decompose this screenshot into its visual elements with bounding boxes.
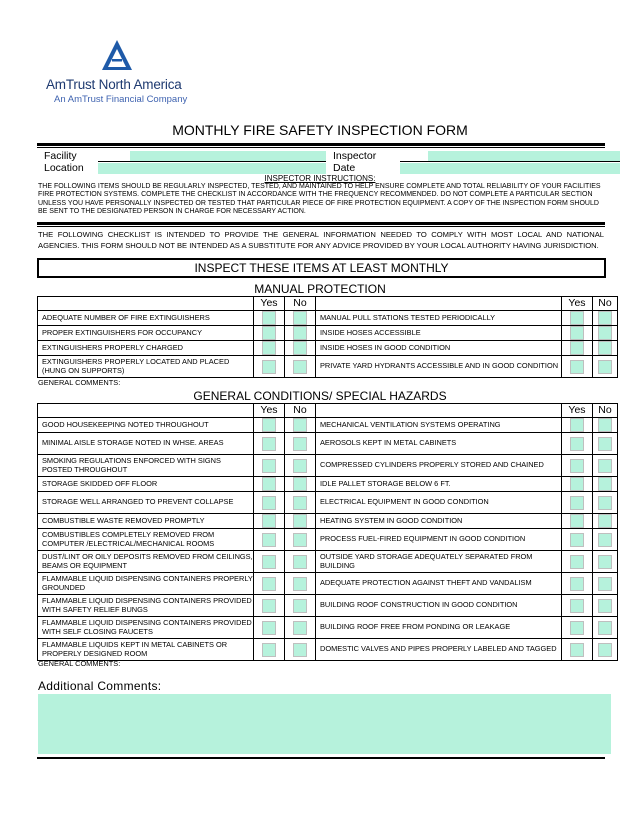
additional-comments-field[interactable] bbox=[38, 694, 611, 754]
no-checkbox[interactable] bbox=[293, 621, 307, 635]
item-column-header bbox=[316, 404, 562, 418]
no-checkbox[interactable] bbox=[293, 533, 307, 547]
yes-checkbox[interactable] bbox=[570, 533, 584, 547]
no-checkbox[interactable] bbox=[598, 643, 612, 657]
no-cell bbox=[285, 455, 316, 477]
no-checkbox[interactable] bbox=[293, 496, 307, 510]
general-conditions-title: GENERAL CONDITIONS/ SPECIAL HAZARDS bbox=[193, 389, 447, 403]
no-cell bbox=[593, 551, 618, 573]
yes-checkbox[interactable] bbox=[570, 360, 584, 374]
no-cell bbox=[593, 311, 618, 326]
title-rule bbox=[37, 143, 605, 146]
no-cell bbox=[285, 551, 316, 573]
yes-cell bbox=[562, 418, 593, 433]
general-conditions-comments: GENERAL COMMENTS: bbox=[38, 659, 121, 668]
instructions-text: THE FOLLOWING ITEMS SHOULD BE REGULARLY INSPECTED, TESTED, AND MAINTAINED TO HELP ENSURE COMPLETE AND TOTAL RELIABILITY OF YOUR FACILITIES FIRE PROTECTION SYSTEMS. COMPLETE THE CHECKLIST IN ACCORDANCE WITH THE FREQUENCY RECOMMENDED. DO NOT COMPLETE A PARTICULAR SECTION UNLESS YOU HAVE PERSONALLY INSPECTED OR TESTED THAT PARTICULAR PIECE OF FIRE PROTECTION EQUIPMENT. A COPY OF THE INSPECTION FORM SHOULD BE SENT TO THE DESIGNATED PERSON IN CHARGE FOR NECESSARY ACTION. bbox=[38, 183, 601, 216]
checklist-item-label: BUILDING ROOF FREE FROM PONDING OR LEAKAGE bbox=[316, 617, 562, 639]
no-cell bbox=[285, 326, 316, 341]
yes-cell bbox=[254, 455, 285, 477]
yes-cell bbox=[254, 311, 285, 326]
checklist-item-label: FLAMMABLE LIQUID DISPENSING CONTAINERS PROVIDED WITH SELF CLOSING FAUCETS bbox=[38, 617, 254, 639]
checklist-item-label: COMBUSTIBLE WASTE REMOVED PROMPTLY bbox=[38, 514, 254, 529]
table-row bbox=[38, 477, 618, 492]
yes-checkbox[interactable] bbox=[570, 599, 584, 613]
checklist-item-label: DOMESTIC VALVES AND PIPES PROPERLY LABELED AND TAGGED bbox=[316, 639, 562, 661]
yes-checkbox[interactable] bbox=[262, 311, 276, 325]
no-column-header: No bbox=[285, 297, 316, 311]
yes-cell bbox=[562, 551, 593, 573]
no-cell bbox=[593, 573, 618, 595]
yes-cell bbox=[562, 639, 593, 661]
checklist-item-label: MANUAL PULL STATIONS TESTED PERIODICALLY bbox=[316, 311, 562, 326]
company-subtitle: An AmTrust Financial Company bbox=[54, 94, 188, 105]
yes-checkbox[interactable] bbox=[262, 599, 276, 613]
manual-protection-table bbox=[37, 296, 618, 378]
no-checkbox[interactable] bbox=[598, 577, 612, 591]
checklist-item-label: OUTSIDE YARD STORAGE ADEQUATELY SEPARATED FROM BUILDING bbox=[316, 551, 562, 573]
yes-cell bbox=[562, 595, 593, 617]
yes-checkbox[interactable] bbox=[262, 621, 276, 635]
no-cell bbox=[285, 341, 316, 356]
yes-cell bbox=[562, 573, 593, 595]
no-cell bbox=[285, 573, 316, 595]
no-checkbox[interactable] bbox=[293, 341, 307, 355]
checklist-item-label: MECHANICAL VENTILATION SYSTEMS OPERATING bbox=[316, 418, 562, 433]
facility-underline bbox=[98, 161, 326, 162]
yes-cell bbox=[562, 455, 593, 477]
yes-checkbox[interactable] bbox=[570, 514, 584, 528]
yes-cell bbox=[562, 433, 593, 455]
checklist-item-label: ADEQUATE PROTECTION AGAINST THEFT AND VANDALISM bbox=[316, 573, 562, 595]
inspector-underline bbox=[400, 161, 620, 162]
yes-cell bbox=[562, 529, 593, 551]
no-checkbox[interactable] bbox=[598, 437, 612, 451]
yes-cell bbox=[254, 341, 285, 356]
table-row bbox=[38, 573, 618, 595]
table-row bbox=[38, 356, 618, 378]
yes-checkbox[interactable] bbox=[262, 437, 276, 451]
yes-cell bbox=[562, 492, 593, 514]
no-column-header: No bbox=[593, 297, 618, 311]
yes-checkbox[interactable] bbox=[570, 341, 584, 355]
yes-column-header: Yes bbox=[254, 404, 285, 418]
yes-cell bbox=[562, 514, 593, 529]
manual-protection-title: MANUAL PROTECTION bbox=[254, 282, 386, 296]
yes-checkbox[interactable] bbox=[262, 360, 276, 374]
disclaimer-text: THE FOLLOWING CHECKLIST IS INTENDED TO PROVIDE THE GENERAL INFORMATION NEEDED TO COMPLY WITH MOST LOCAL AND NATIONAL AGENCIES. THIS FORM SHOULD NOT BE INTENDED AS A SUBSTITUTE FOR ANY ADVICE PROVIDED BY YOUR LOCAL AUTHORITY HAVING JURISDICTION. bbox=[38, 230, 604, 250]
yes-cell bbox=[254, 477, 285, 492]
no-checkbox[interactable] bbox=[598, 341, 612, 355]
yes-checkbox[interactable] bbox=[570, 555, 584, 569]
no-cell bbox=[285, 617, 316, 639]
no-checkbox[interactable] bbox=[598, 459, 612, 473]
monthly-banner: INSPECT THESE ITEMS AT LEAST MONTHLY bbox=[37, 258, 606, 278]
yes-cell bbox=[254, 492, 285, 514]
yes-column-header: Yes bbox=[562, 297, 593, 311]
instructions-rule bbox=[37, 222, 605, 225]
checklist-item-label: PRIVATE YARD HYDRANTS ACCESSIBLE AND IN GOOD CONDITION bbox=[316, 356, 562, 378]
yes-checkbox[interactable] bbox=[570, 477, 584, 491]
no-checkbox[interactable] bbox=[293, 577, 307, 591]
no-cell bbox=[285, 356, 316, 378]
checklist-item-label: FLAMMABLE LIQUID DISPENSING CONTAINERS PROVIDED WITH SAFETY RELIEF BUNGS bbox=[38, 595, 254, 617]
date-field[interactable] bbox=[400, 163, 620, 174]
checklist-item-label: COMPRESSED CYLINDERS PROPERLY STORED AND CHAINED bbox=[316, 455, 562, 477]
yes-cell bbox=[562, 311, 593, 326]
checklist-item-label: INSIDE HOSES ACCESSIBLE bbox=[316, 326, 562, 341]
no-cell bbox=[593, 326, 618, 341]
no-cell bbox=[285, 595, 316, 617]
no-checkbox[interactable] bbox=[598, 496, 612, 510]
yes-cell bbox=[254, 514, 285, 529]
no-column-header: No bbox=[285, 404, 316, 418]
item-column-header bbox=[38, 297, 254, 311]
no-cell bbox=[285, 514, 316, 529]
no-checkbox[interactable] bbox=[598, 477, 612, 491]
no-cell bbox=[285, 477, 316, 492]
yes-cell bbox=[562, 341, 593, 356]
yes-cell bbox=[254, 573, 285, 595]
table-row bbox=[38, 455, 618, 477]
yes-cell bbox=[254, 418, 285, 433]
form-title: MONTHLY FIRE SAFETY INSPECTION FORM bbox=[172, 122, 468, 138]
no-checkbox[interactable] bbox=[598, 326, 612, 340]
no-cell bbox=[593, 595, 618, 617]
checklist-item-label: BUILDING ROOF CONSTRUCTION IN GOOD CONDITION bbox=[316, 595, 562, 617]
no-checkbox[interactable] bbox=[293, 360, 307, 374]
table-header-row bbox=[38, 297, 618, 311]
yes-checkbox[interactable] bbox=[262, 643, 276, 657]
yes-checkbox[interactable] bbox=[262, 341, 276, 355]
no-checkbox[interactable] bbox=[598, 555, 612, 569]
yes-cell bbox=[254, 639, 285, 661]
yes-cell bbox=[254, 551, 285, 573]
no-cell bbox=[285, 639, 316, 661]
no-checkbox[interactable] bbox=[293, 326, 307, 340]
checklist-item-label: GOOD HOUSEKEEPING NOTED THROUGHOUT bbox=[38, 418, 254, 433]
no-checkbox[interactable] bbox=[598, 311, 612, 325]
no-checkbox[interactable] bbox=[293, 459, 307, 473]
yes-checkbox[interactable] bbox=[262, 326, 276, 340]
checklist-item-label: ELECTRICAL EQUIPMENT IN GOOD CONDITION bbox=[316, 492, 562, 514]
company-name: AmTrust North America bbox=[46, 77, 182, 92]
checklist-item-label: PROCESS FUEL-FIRED EQUIPMENT IN GOOD CONDITION bbox=[316, 529, 562, 551]
yes-checkbox[interactable] bbox=[570, 437, 584, 451]
checklist-item-label: FLAMMABLE LIQUIDS KEPT IN METAL CABINETS OR PROPERLY DESIGNED ROOM bbox=[38, 639, 254, 661]
title-rule-thin bbox=[37, 147, 605, 148]
no-checkbox[interactable] bbox=[598, 418, 612, 432]
no-cell bbox=[285, 529, 316, 551]
no-cell bbox=[285, 433, 316, 455]
table-row bbox=[38, 617, 618, 639]
no-cell bbox=[285, 492, 316, 514]
table-row bbox=[38, 595, 618, 617]
yes-checkbox[interactable] bbox=[570, 621, 584, 635]
bottom-rule bbox=[37, 757, 605, 759]
no-cell bbox=[593, 418, 618, 433]
no-checkbox[interactable] bbox=[598, 599, 612, 613]
yes-checkbox[interactable] bbox=[570, 496, 584, 510]
checklist-item-label: DUST/LINT OR OILY DEPOSITS REMOVED FROM CEILINGS, BEAMS OR EQUIPMENT bbox=[38, 551, 254, 573]
location-field[interactable] bbox=[98, 163, 326, 174]
item-column-header bbox=[316, 297, 562, 311]
date-label: Date bbox=[333, 162, 356, 174]
checklist-item-label: ADEQUATE NUMBER OF FIRE EXTINGUISHERS bbox=[38, 311, 254, 326]
no-cell bbox=[593, 341, 618, 356]
no-cell bbox=[593, 529, 618, 551]
no-checkbox[interactable] bbox=[293, 643, 307, 657]
yes-cell bbox=[562, 356, 593, 378]
yes-checkbox[interactable] bbox=[262, 533, 276, 547]
table-row bbox=[38, 311, 618, 326]
table-row bbox=[38, 326, 618, 341]
yes-checkbox[interactable] bbox=[262, 459, 276, 473]
yes-checkbox[interactable] bbox=[262, 514, 276, 528]
checklist-item-label: EXTINGUISHERS PROPERLY CHARGED bbox=[38, 341, 254, 356]
no-cell bbox=[285, 418, 316, 433]
table-row bbox=[38, 551, 618, 573]
checklist-item-label: COMBUSTIBLES COMPLETELY REMOVED FROM COMPUTER /ELECTRICAL/MECHANICAL ROOMS bbox=[38, 529, 254, 551]
yes-cell bbox=[254, 326, 285, 341]
yes-cell bbox=[254, 617, 285, 639]
table-header-row bbox=[38, 404, 618, 418]
no-cell bbox=[593, 455, 618, 477]
yes-cell bbox=[254, 529, 285, 551]
yes-checkbox[interactable] bbox=[262, 477, 276, 491]
yes-cell bbox=[254, 433, 285, 455]
no-checkbox[interactable] bbox=[598, 533, 612, 547]
no-cell bbox=[593, 433, 618, 455]
table-row bbox=[38, 639, 618, 661]
location-label: Location bbox=[44, 162, 84, 174]
checklist-item-label: EXTINGUISHERS PROPERLY LOCATED AND PLACED (HUNG ON SUPPORTS) bbox=[38, 356, 254, 378]
item-column-header bbox=[38, 404, 254, 418]
yes-checkbox[interactable] bbox=[262, 496, 276, 510]
no-cell bbox=[285, 311, 316, 326]
no-checkbox[interactable] bbox=[293, 599, 307, 613]
yes-cell bbox=[562, 617, 593, 639]
table-row bbox=[38, 514, 618, 529]
checklist-item-label: IDLE PALLET STORAGE BELOW 6 FT. bbox=[316, 477, 562, 492]
checklist-item-label: HEATING SYSTEM IN GOOD CONDITION bbox=[316, 514, 562, 529]
table-row bbox=[38, 418, 618, 433]
no-cell bbox=[593, 356, 618, 378]
yes-checkbox[interactable] bbox=[570, 577, 584, 591]
no-checkbox[interactable] bbox=[293, 311, 307, 325]
yes-checkbox[interactable] bbox=[262, 555, 276, 569]
checklist-item-label: PROPER EXTINGUISHERS FOR OCCUPANCY bbox=[38, 326, 254, 341]
no-cell bbox=[593, 477, 618, 492]
additional-comments-label: Additional Comments: bbox=[38, 679, 162, 693]
no-checkbox[interactable] bbox=[598, 514, 612, 528]
no-checkbox[interactable] bbox=[293, 514, 307, 528]
yes-checkbox[interactable] bbox=[262, 418, 276, 432]
yes-checkbox[interactable] bbox=[262, 577, 276, 591]
table-row bbox=[38, 529, 618, 551]
yes-checkbox[interactable] bbox=[570, 326, 584, 340]
yes-checkbox[interactable] bbox=[570, 459, 584, 473]
checklist-item-label: STORAGE WELL ARRANGED TO PREVENT COLLAPSE bbox=[38, 492, 254, 514]
yes-cell bbox=[254, 356, 285, 378]
no-checkbox[interactable] bbox=[293, 437, 307, 451]
yes-checkbox[interactable] bbox=[570, 311, 584, 325]
no-checkbox[interactable] bbox=[598, 621, 612, 635]
no-cell bbox=[593, 639, 618, 661]
no-cell bbox=[593, 617, 618, 639]
checklist-item-label: STORAGE SKIDDED OFF FLOOR bbox=[38, 477, 254, 492]
checklist-item-label: FLAMMABLE LIQUID DISPENSING CONTAINERS PROPERLY GROUNDED bbox=[38, 573, 254, 595]
no-cell bbox=[593, 492, 618, 514]
inspector-label: Inspector bbox=[333, 150, 377, 162]
yes-column-header: Yes bbox=[254, 297, 285, 311]
yes-column-header: Yes bbox=[562, 404, 593, 418]
checklist-item-label: INSIDE HOSES IN GOOD CONDITION bbox=[316, 341, 562, 356]
table-row bbox=[38, 433, 618, 455]
table-row bbox=[38, 492, 618, 514]
no-checkbox[interactable] bbox=[598, 360, 612, 374]
checklist-item-label: SMOKING REGULATIONS ENFORCED WITH SIGNS POSTED THROUGHOUT bbox=[38, 455, 254, 477]
yes-cell bbox=[562, 477, 593, 492]
checklist-item-label: AEROSOLS KEPT IN METAL CABINETS bbox=[316, 433, 562, 455]
table-row bbox=[38, 341, 618, 356]
yes-checkbox[interactable] bbox=[570, 418, 584, 432]
no-checkbox[interactable] bbox=[293, 477, 307, 491]
no-column-header: No bbox=[593, 404, 618, 418]
amtrust-logo-icon bbox=[102, 40, 132, 70]
instructions-heading: INSPECTOR INSTRUCTIONS: bbox=[264, 174, 376, 183]
yes-checkbox[interactable] bbox=[570, 643, 584, 657]
manual-general-comments: GENERAL COMMENTS: bbox=[38, 378, 121, 387]
no-checkbox[interactable] bbox=[293, 555, 307, 569]
facility-label: Facility bbox=[44, 150, 77, 162]
checklist-item-label: MINIMAL AISLE STORAGE NOTED IN WHSE. AREAS bbox=[38, 433, 254, 455]
instructions-rule-thin bbox=[37, 226, 605, 227]
yes-cell bbox=[254, 595, 285, 617]
no-checkbox[interactable] bbox=[293, 418, 307, 432]
no-cell bbox=[593, 514, 618, 529]
yes-cell bbox=[562, 326, 593, 341]
general-conditions-table bbox=[37, 403, 618, 661]
